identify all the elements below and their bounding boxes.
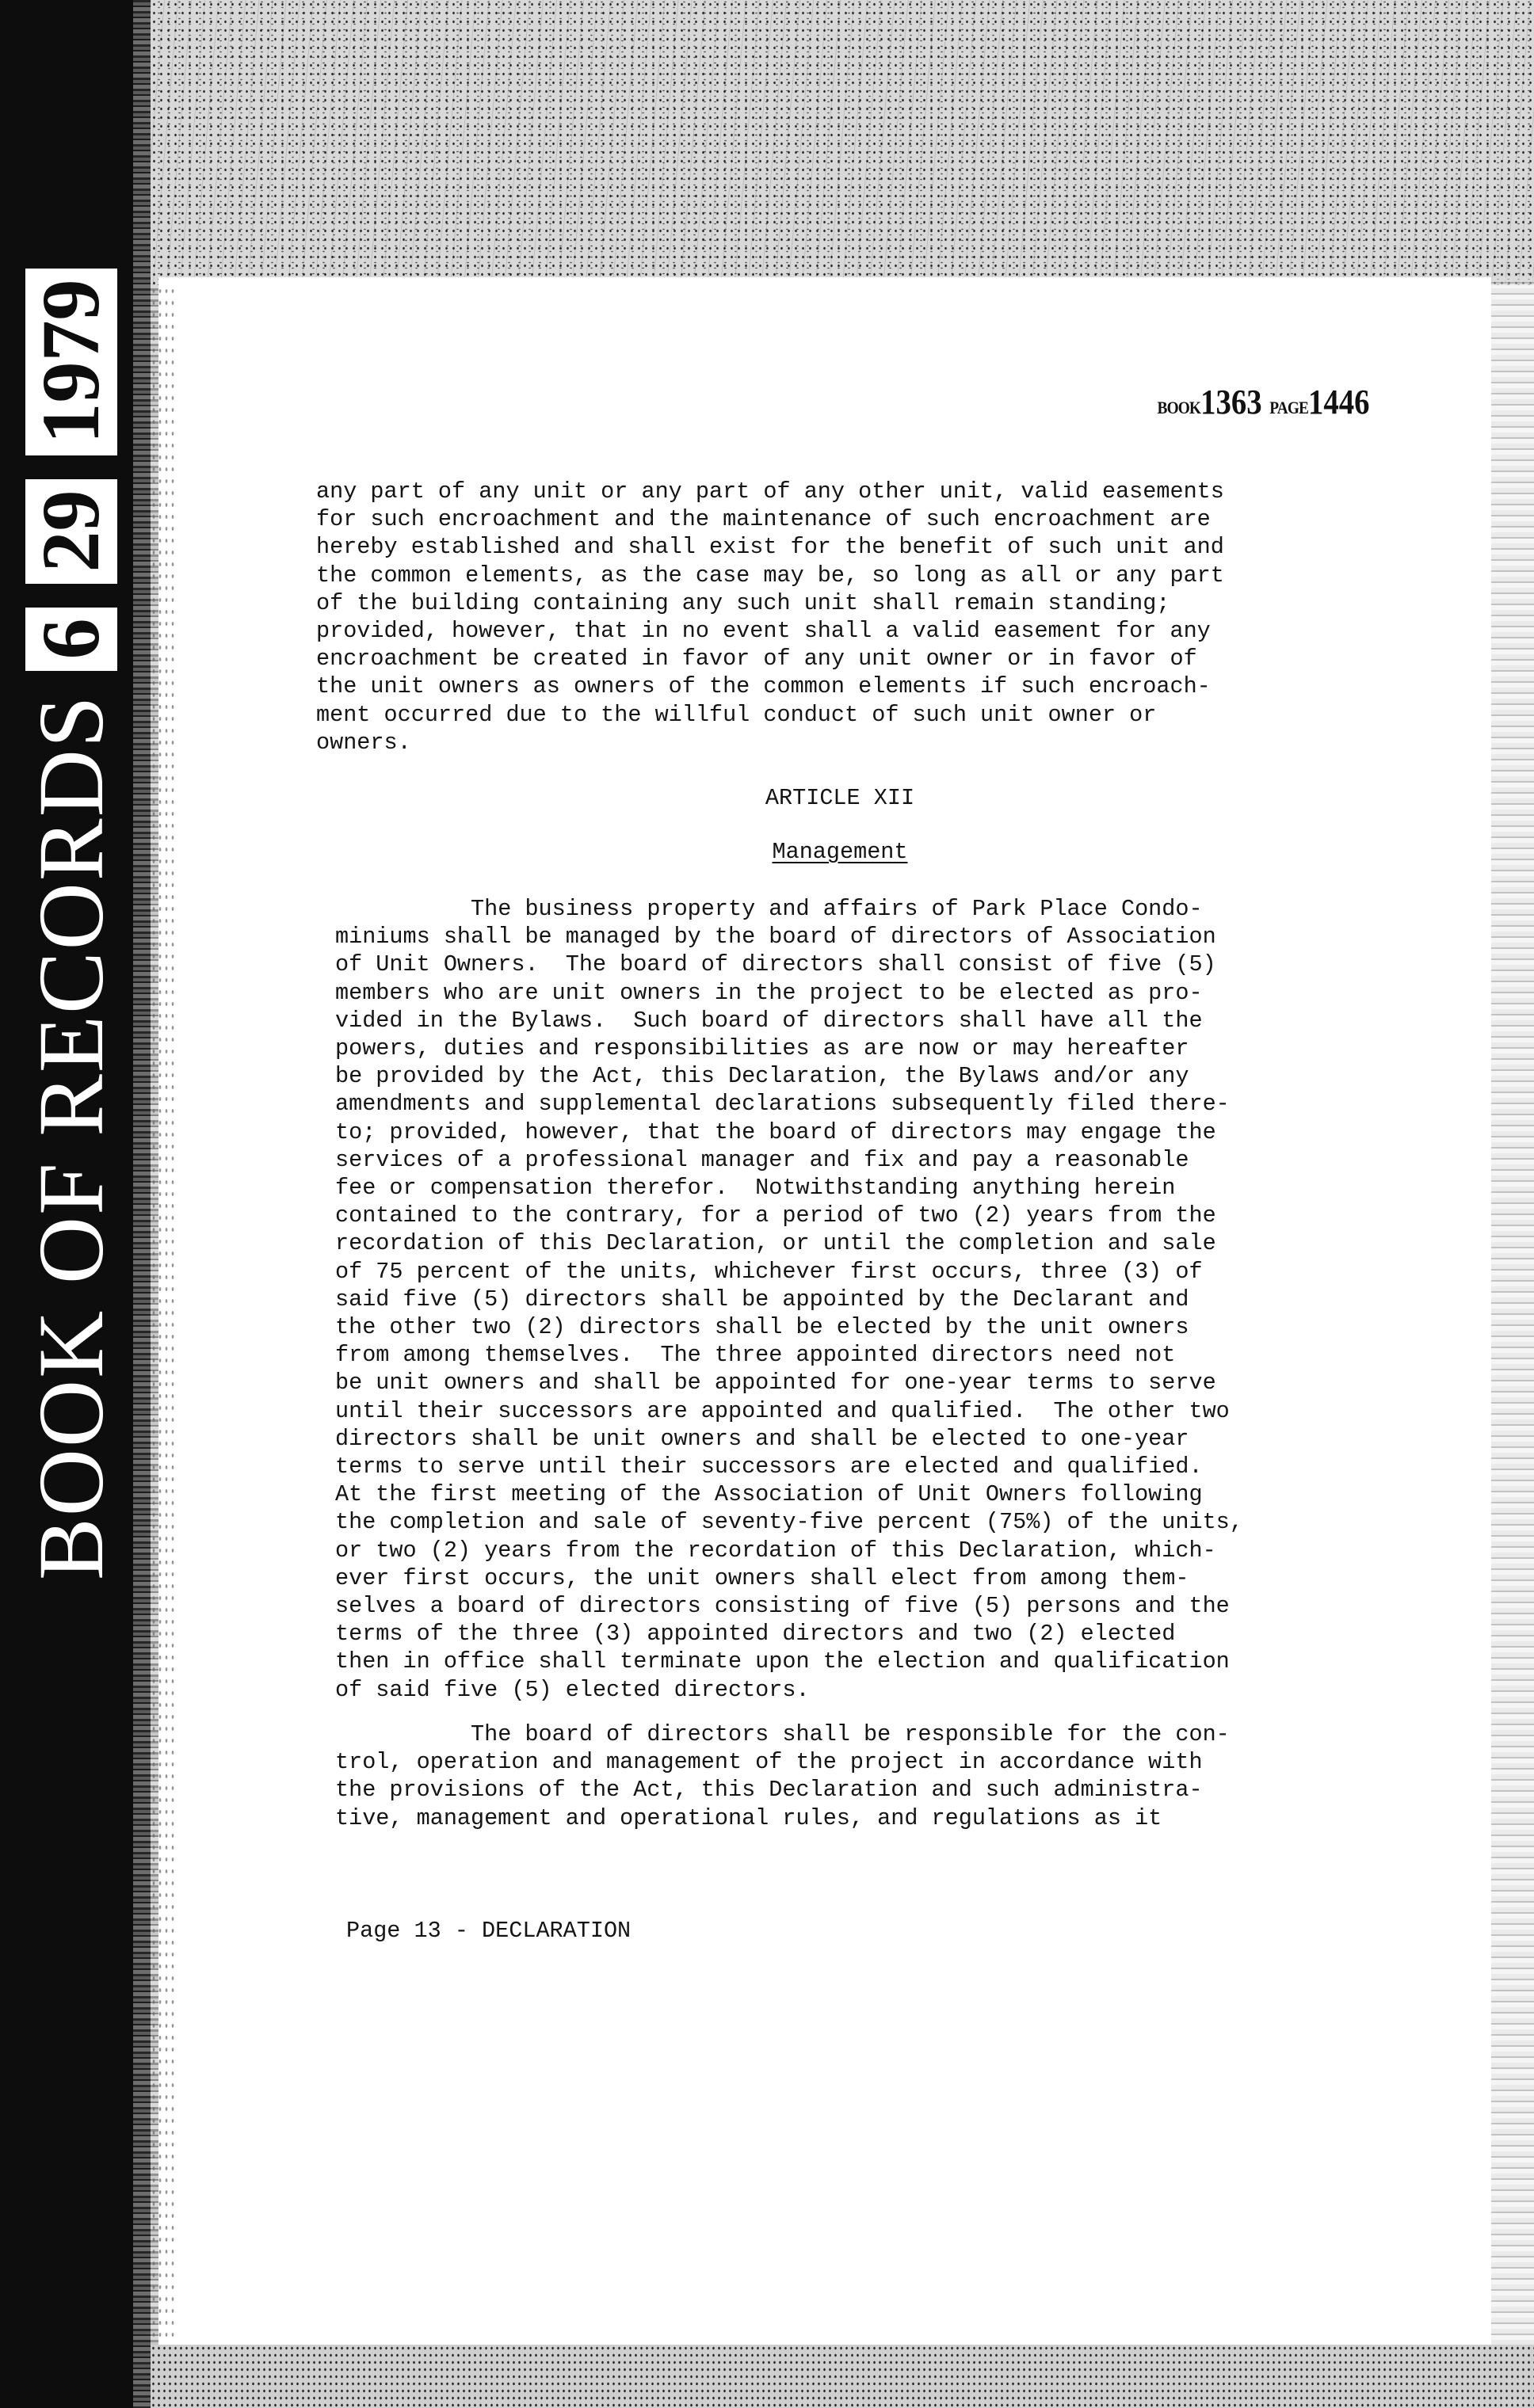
text-line: any part of any unit or any part of any other unit, valid easements (316, 478, 1224, 505)
text-line: to; provided, however, that the board of directors may engage the (335, 1118, 1216, 1145)
text-line: the provisions of the Act, this Declaration and such administra- (335, 1777, 1203, 1804)
book-page-stamp (1157, 382, 1369, 422)
text-line: be provided by the Act, this Declaration, the Bylaws and/or any (335, 1063, 1189, 1090)
text-line: until their successors are appointed and qualified. The other two (335, 1397, 1230, 1424)
page-number: 1446 (1307, 383, 1369, 421)
text-line: said five (5) directors shall be appointed by the Declarant and (335, 1286, 1189, 1313)
text-line: encroachment be created in favor of any unit owner or in favor of (316, 646, 1197, 672)
text-line: of said five (5) elected directors. (335, 1676, 810, 1703)
text-line: or two (2) years from the recordation of this Declaration, which- (335, 1537, 1216, 1564)
text-line: of Unit Owners. The board of directors shall consist of five (5) (335, 951, 1216, 978)
text-line: services of a professional manager and fix and pay a reasonable (335, 1146, 1189, 1173)
text-line: terms of the three (3) appointed directors and two (2) elected (335, 1621, 1176, 1648)
text-line: the common elements, as the case may be, so long as all or any part (316, 562, 1224, 589)
page-label: PAGE (1269, 398, 1308, 417)
text-line: fee or compensation therefor. Notwithstanding anything herein (335, 1175, 1176, 1202)
paragraph-board-responsibility (335, 1720, 1230, 1832)
text-line: At the first meeting of the Association of Unit Owners following (335, 1481, 1203, 1508)
text-line: provided, however, that in no event shall a valid easement for any (316, 618, 1211, 645)
spine-year-box: 1979 (25, 269, 117, 455)
text-line: from among themselves. The three appointed directors need not (335, 1342, 1176, 1369)
article-heading: ARTICLE XII (765, 785, 915, 811)
text-line: for such encroachment and the maintenance of such encroachment are (316, 506, 1211, 533)
paragraph-management (335, 895, 1243, 1704)
text-line: terms to serve until their successors are elected and qualified. (335, 1454, 1203, 1480)
left-margin-noise (151, 285, 174, 2345)
text-line: The business property and affairs of Park Place Condo- (335, 896, 1203, 922)
text-line: ever first occurs, the unit owners shall elect from among them- (335, 1564, 1189, 1591)
text-line: then in office shall terminate upon the election and qualification (335, 1648, 1230, 1675)
text-line: miniums shall be managed by the board of directors of Association (335, 924, 1216, 951)
book-label: BOOK (1157, 398, 1200, 417)
text-line: vided in the Bylaws. Such board of directors shall have all the (335, 1007, 1203, 1034)
spine-day-box: 29 (25, 479, 117, 584)
text-line: The board of directors shall be responsible for the con- (335, 1721, 1230, 1747)
spine-month-box: 6 (25, 608, 117, 671)
text-line: hereby established and shall exist for the benefit of such unit and (316, 534, 1224, 561)
section-heading-text: Management (772, 839, 908, 865)
text-line: amendments and supplemental declarations subsequently filed there- (335, 1091, 1230, 1118)
text-line: trol, operation and management of the project in accordance with (335, 1749, 1203, 1776)
bottom-scan-noise (151, 2345, 1534, 2408)
text-line: ment occurred due to the willful conduct of such unit owner or (316, 701, 1157, 728)
paragraph-easements (316, 478, 1224, 756)
top-scan-noise (151, 0, 1534, 285)
text-line: the other two (2) directors shall be elected by the unit owners (335, 1314, 1189, 1341)
spine-title: BOOK OF RECORDS (19, 694, 123, 1580)
text-line: recordation of this Declaration, or until the completion and sale (335, 1230, 1216, 1257)
text-line: powers, duties and responsibilities as are now or may hereafter (335, 1035, 1189, 1062)
text-line: the completion and sale of seventy-five percent (75%) of the units, (335, 1509, 1243, 1536)
text-line: tive, management and operational rules, and regulations as it (335, 1804, 1162, 1831)
text-line: selves a board of directors consisting of five (5) persons and the (335, 1593, 1230, 1620)
text-line: the unit owners as owners of the common elements if such encroach- (316, 673, 1211, 700)
text-line: of 75 percent of the units, whichever first occurs, three (3) of (335, 1258, 1203, 1285)
book-number: 1363 (1200, 383, 1262, 421)
text-line: contained to the contrary, for a period of two (2) years from the (335, 1202, 1216, 1229)
text-line: owners. (316, 729, 411, 756)
text-line: of the building containing any such unit shall remain standing; (316, 589, 1170, 616)
text-line: be unit owners and shall be appointed for one-year terms to serve (335, 1370, 1216, 1396)
page-footer: Page 13 - DECLARATION (346, 1918, 632, 1944)
text-line: members who are unit owners in the project to be elected as pro- (335, 979, 1203, 1006)
right-scan-edge (1491, 277, 1534, 2408)
section-heading (0, 838, 1534, 866)
text-line: directors shall be unit owners and shall be elected to one-year (335, 1425, 1189, 1452)
